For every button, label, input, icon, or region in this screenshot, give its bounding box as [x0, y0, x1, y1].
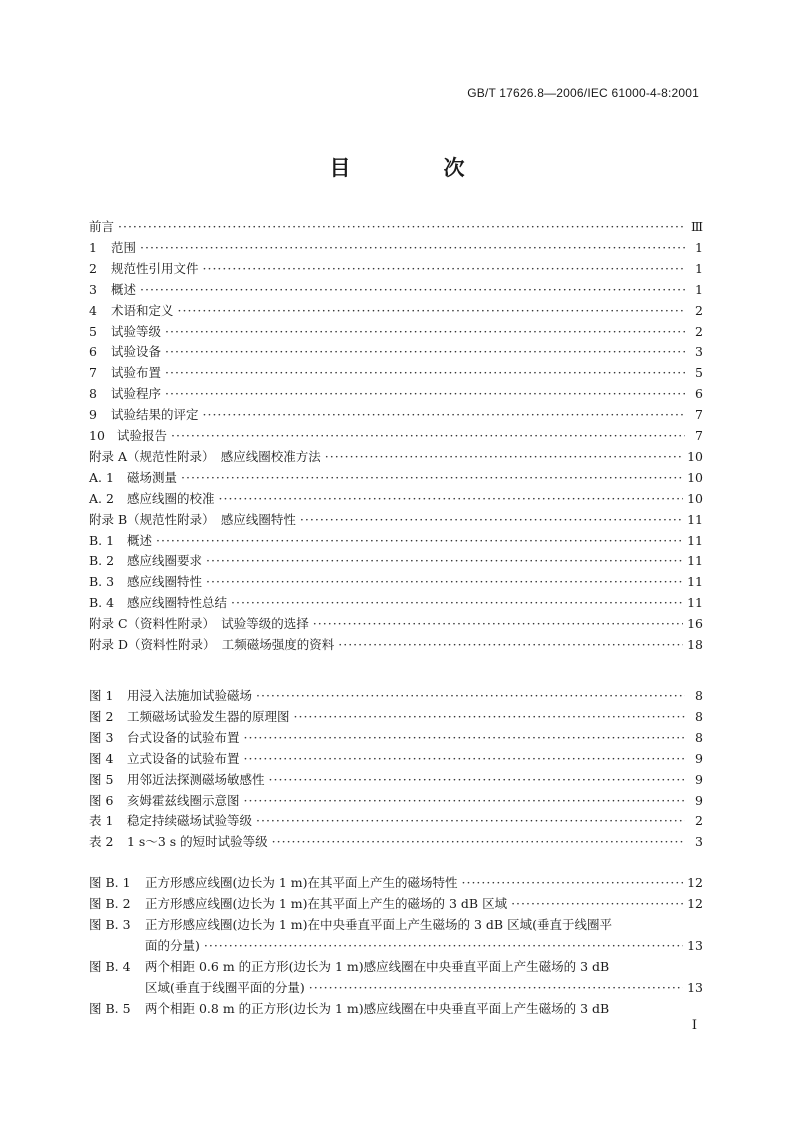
toc-entry-text: 用邻近法探测磁场敏感性	[127, 772, 265, 787]
leader-dots	[462, 874, 684, 892]
toc-entry-label	[89, 874, 458, 892]
toc-entry-label	[89, 385, 161, 403]
toc-entry-label	[89, 364, 161, 382]
toc-entry-number: 图 4	[89, 751, 114, 766]
toc-entry-number: 图 B. 2	[89, 896, 131, 911]
leader-dots	[140, 239, 685, 257]
toc-entry-text: 亥姆霍兹线圈示意图	[127, 793, 240, 808]
toc-entry-number: 8	[89, 386, 97, 401]
leader-dots	[244, 792, 685, 810]
leader-dots	[165, 323, 685, 341]
toc-entry-number: 表 1	[89, 813, 114, 828]
toc-entry-label	[89, 448, 321, 466]
toc-entry-number: 4	[89, 303, 97, 318]
toc-entry[interactable]	[89, 343, 703, 361]
leader-dots	[165, 343, 685, 361]
toc-entry-label	[89, 260, 199, 278]
leader-dots	[325, 448, 683, 466]
toc-entry-text: 前言	[89, 219, 115, 234]
toc-entry-text: 附录 B（规范性附录） 感应线圈特性	[89, 512, 296, 527]
toc-entry[interactable]	[89, 750, 703, 768]
toc-entry[interactable]	[89, 552, 703, 570]
toc-entry-text: 概述	[111, 282, 137, 297]
toc-entry-number: 3	[89, 282, 97, 297]
toc-entry-text: 两个相距 0.8 m 的正方形(边长为 1 m)感应线圈在中央垂直平面上产生磁场的 3 dB	[145, 1001, 610, 1016]
toc-entry-label	[89, 729, 240, 747]
toc-entry-label	[89, 323, 161, 341]
toc-entry[interactable]	[89, 532, 703, 550]
toc-entry-page: 1	[695, 261, 703, 276]
toc-entry-page: 7	[695, 428, 703, 443]
toc-entry-label	[89, 792, 240, 810]
toc-entry-label	[89, 343, 161, 361]
leader-dots	[203, 260, 685, 278]
leader-dots	[269, 771, 685, 789]
toc-entry[interactable]	[89, 260, 703, 278]
toc-entry[interactable]	[89, 490, 703, 508]
toc-entry-label	[89, 636, 334, 654]
toc-entry[interactable]	[89, 812, 703, 830]
toc-entry[interactable]	[89, 281, 703, 299]
toc-entry-text: 试验程序	[111, 386, 162, 401]
leader-dots	[118, 218, 685, 236]
toc-entry-page: 1	[695, 240, 703, 255]
toc-entry-label	[89, 687, 252, 705]
toc-entry-number: 图 5	[89, 772, 114, 787]
toc-entry[interactable]	[89, 573, 703, 591]
toc-entry-continuation[interactable]	[89, 937, 703, 955]
toc-entry-label	[89, 895, 507, 913]
toc-entry-text: 附录 D（资料性附录） 工频磁场强度的资料	[89, 637, 335, 652]
toc-entry-text: 试验设备	[111, 344, 162, 359]
toc-entry-text: 感应线圈要求	[127, 553, 203, 568]
page-title: 目 次	[329, 155, 501, 180]
toc-entry-number: B. 2	[89, 553, 115, 568]
toc-entry-text: 正方形感应线圈(边长为 1 m)在其平面上产生的磁场特性	[145, 875, 458, 890]
toc-entry-page: 7	[695, 407, 703, 422]
toc-entry-text: 台式设备的试验布置	[127, 730, 240, 745]
toc-entry-text: 感应线圈特性	[127, 574, 203, 589]
leader-dots	[203, 406, 685, 424]
toc-entry[interactable]	[89, 916, 703, 934]
toc-entry-number: 图 6	[89, 793, 114, 808]
toc-entry-number: B. 4	[89, 595, 115, 610]
toc-entry-page: 8	[695, 730, 703, 745]
toc-entry-label	[89, 573, 202, 591]
toc-entry-number: 图 B. 5	[89, 1001, 131, 1016]
toc-entry-label	[89, 532, 152, 550]
toc-entry-number: A. 2	[89, 491, 114, 506]
toc-entry-text: 概述	[127, 533, 153, 548]
toc-entry[interactable]	[89, 708, 703, 726]
leader-dots	[206, 552, 683, 570]
toc-entry[interactable]	[89, 385, 703, 403]
toc-entry[interactable]	[89, 636, 703, 654]
toc-entry-number: 图 1	[89, 688, 114, 703]
toc-entry-text: 术语和定义	[111, 303, 174, 318]
toc-entry-text: 范围	[111, 240, 137, 255]
toc-entry-page: 10	[687, 491, 703, 506]
leader-dots	[178, 302, 685, 320]
toc-entry-page: 2	[695, 813, 703, 828]
toc-entry-number: 9	[89, 407, 97, 422]
toc-entry-text: 工频磁场试验发生器的原理图	[127, 709, 290, 724]
toc-entry-number: 6	[89, 344, 97, 359]
toc-entry-label	[89, 511, 296, 529]
toc-entry-number: 表 2	[89, 834, 114, 849]
leader-dots	[300, 511, 683, 529]
toc-entry-page: 10	[687, 449, 703, 464]
toc-entry-page: 8	[695, 688, 703, 703]
toc-entry-page: 11	[687, 574, 703, 589]
toc-entry-text: 区域(垂直于线圈平面的分量)	[145, 980, 305, 995]
toc-entry[interactable]	[89, 615, 703, 633]
leader-dots	[140, 281, 685, 299]
toc-entry-page: 10	[687, 470, 703, 485]
leader-dots	[256, 812, 685, 830]
toc-entry-label	[89, 281, 136, 299]
toc-entry-number: 图 B. 3	[89, 917, 131, 932]
toc-entry[interactable]	[89, 1000, 703, 1018]
leader-dots	[219, 490, 684, 508]
toc-entry[interactable]	[89, 833, 703, 851]
toc-entry[interactable]	[89, 302, 703, 320]
toc-entry-page: 11	[687, 533, 703, 548]
leader-dots	[256, 687, 685, 705]
toc-entry[interactable]	[89, 895, 703, 913]
toc-entry-page: 18	[687, 637, 703, 652]
toc-entry[interactable]	[89, 958, 703, 976]
toc-entry-text: 感应线圈的校准	[127, 491, 215, 506]
toc-entry-label	[89, 615, 309, 633]
toc-entry-page: Ⅲ	[690, 219, 703, 234]
toc-entry-number: 图 B. 4	[89, 959, 131, 974]
toc-entry-page: 13	[687, 980, 703, 995]
toc-entry-number: 10	[89, 428, 105, 443]
leader-dots	[244, 729, 685, 747]
leader-dots	[511, 895, 683, 913]
leader-dots	[313, 615, 683, 633]
toc-entry-page: 11	[687, 595, 703, 610]
leader-dots	[309, 979, 683, 997]
toc-entry-label	[89, 833, 268, 851]
toc-entry-number: 7	[89, 365, 97, 380]
toc-entry[interactable]	[89, 364, 703, 382]
toc-entry-text: 试验布置	[111, 365, 162, 380]
toc-entry-text: 用浸入法施加试验磁场	[127, 688, 253, 703]
leader-dots	[165, 364, 685, 382]
toc-entry-page: 3	[695, 344, 703, 359]
toc-entry-number: 图 B. 1	[89, 875, 131, 890]
toc-entry[interactable]	[89, 792, 703, 810]
toc-entry-page: 13	[687, 938, 703, 953]
toc-entry-number: B. 1	[89, 533, 115, 548]
toc-entry-page: 6	[695, 386, 703, 401]
toc-entry-text: 正方形感应线圈(边长为 1 m)在中央垂直平面上产生磁场的 3 dB 区域(垂直于线圈平	[145, 917, 612, 932]
toc-entry[interactable]	[89, 469, 703, 487]
toc-entry-label	[89, 708, 290, 726]
toc-entry-text: 正方形感应线圈(边长为 1 m)在其平面上产生的磁场的 3 dB 区域	[145, 896, 508, 911]
toc-entry[interactable]	[89, 218, 703, 236]
toc-entry[interactable]	[89, 771, 703, 789]
toc-entry-text: 稳定持续磁场试验等级	[127, 813, 253, 828]
toc-entry-page: 1	[695, 282, 703, 297]
standard-code: GB/T 17626.8—2006/IEC 61000-4-8:2001	[467, 86, 699, 100]
toc-entry-page: 11	[687, 553, 703, 568]
toc-entry[interactable]	[89, 406, 703, 424]
toc-entry-label	[89, 302, 174, 320]
toc-entry[interactable]	[89, 427, 703, 445]
toc-entry-text: 试验报告	[117, 428, 168, 443]
leader-dots	[171, 427, 685, 445]
toc-entry-page: 3	[695, 834, 703, 849]
toc-entry-page: 12	[687, 896, 703, 911]
toc-entry[interactable]	[89, 594, 703, 612]
leader-dots	[272, 833, 685, 851]
toc-entry-page: 9	[695, 772, 703, 787]
toc-entry-page: 2	[695, 324, 703, 339]
leader-dots	[294, 708, 685, 726]
toc-entry[interactable]	[89, 729, 703, 747]
toc-entry-text: 感应线圈特性总结	[127, 595, 228, 610]
toc-entry-number: 5	[89, 324, 97, 339]
leader-dots	[231, 594, 683, 612]
toc-entry-label	[89, 594, 227, 612]
toc-entry-page: 9	[695, 793, 703, 808]
toc-entry-label	[89, 490, 215, 508]
toc-entry-text: 试验等级	[111, 324, 162, 339]
toc-entry-number: 图 3	[89, 730, 114, 745]
page-number: I	[691, 1018, 697, 1033]
toc-entry[interactable]	[89, 511, 703, 529]
toc-entry-text: 附录 C（资料性附录） 试验等级的选择	[89, 616, 309, 631]
toc-entry-label	[89, 406, 199, 424]
toc-entry-label	[89, 218, 114, 236]
toc-entry-text: 附录 A（规范性附录） 感应线圈校准方法	[89, 449, 321, 464]
leader-dots	[181, 469, 683, 487]
toc-entry-number: A. 1	[89, 470, 114, 485]
toc-entry-text: 规范性引用文件	[111, 261, 199, 276]
toc-entry-page: 16	[687, 616, 703, 631]
toc-entry-number: 2	[89, 261, 97, 276]
leader-dots	[156, 532, 683, 550]
toc-entry-page: 12	[687, 875, 703, 890]
toc-entry[interactable]	[89, 323, 703, 341]
toc-entry-page: 2	[695, 303, 703, 318]
toc-entry-page: 5	[695, 365, 703, 380]
toc-entry-label	[89, 427, 167, 445]
leader-dots	[204, 937, 683, 955]
toc-entry-label	[89, 750, 240, 768]
toc-entry-label	[89, 771, 265, 789]
toc-entry-page: 8	[695, 709, 703, 724]
toc-entry-text: 两个相距 0.6 m 的正方形(边长为 1 m)感应线圈在中央垂直平面上产生磁场的 3 dB	[145, 959, 610, 974]
leader-dots	[206, 573, 683, 591]
toc-entry-label	[89, 469, 177, 487]
toc-entry[interactable]	[89, 239, 703, 257]
toc-entry-number: 图 2	[89, 709, 114, 724]
toc-entry-label	[89, 812, 252, 830]
toc-entry-number: 1	[89, 240, 97, 255]
toc-entry-text: 面的分量)	[145, 938, 200, 953]
toc-entry[interactable]	[89, 874, 703, 892]
toc-entry[interactable]	[89, 448, 703, 466]
toc-entry[interactable]	[89, 687, 703, 705]
toc-entry-label	[89, 239, 136, 257]
toc-entry-text: 立式设备的试验布置	[127, 751, 240, 766]
leader-dots	[338, 636, 683, 654]
toc-entry-text: 磁场测量	[127, 470, 178, 485]
toc-entry-text: 试验结果的评定	[111, 407, 199, 422]
leader-dots	[165, 385, 685, 403]
toc-entry-label	[89, 552, 202, 570]
leader-dots	[244, 750, 685, 768]
toc-entry-page: 11	[687, 512, 703, 527]
toc-entry-continuation[interactable]	[89, 979, 703, 997]
toc-entry-page: 9	[695, 751, 703, 766]
toc-entry-text: 1 s～3 s 的短时试验等级	[127, 834, 268, 849]
toc-entry-number: B. 3	[89, 574, 115, 589]
